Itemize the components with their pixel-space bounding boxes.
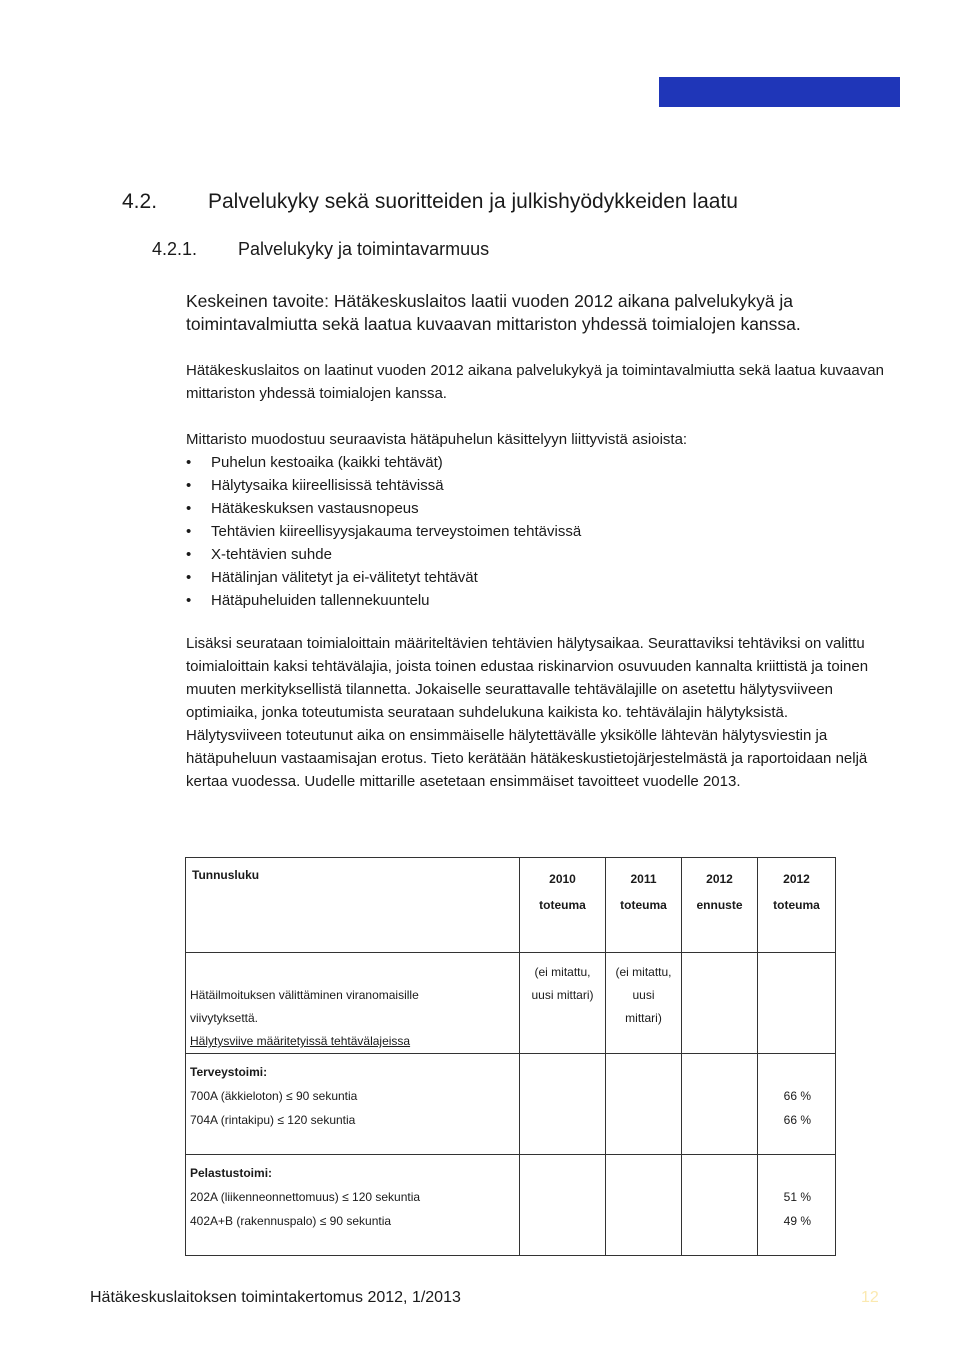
cell-2010: (ei mitattu, uusi mittari) xyxy=(520,953,606,1054)
table-header-row xyxy=(186,858,836,953)
subsection-title: Palvelukyky ja toimintavarmuus xyxy=(238,239,490,259)
list-item: • Puhelun kestoaika (kaikki tehtävät) xyxy=(186,451,581,474)
list-item: • Hätäpuheluiden tallennekuuntelu xyxy=(186,589,581,612)
page-number: 12 xyxy=(861,1289,879,1306)
cell-2011: (ei mitattu, uusi mittari) xyxy=(606,953,682,1054)
cell-2012-actual: 66 % 66 % xyxy=(758,1054,836,1155)
metrics-list xyxy=(186,451,581,612)
list-item: • X-tehtävien suhde xyxy=(186,543,581,566)
footer-text: Hätäkeskuslaitoksen toimintakertomus 2012, 1/2013 xyxy=(90,1289,461,1306)
list-item: • Tehtävien kiireellisyysjakauma terveystoimen tehtävissä xyxy=(186,520,581,543)
section-number: 4.2. xyxy=(122,190,158,213)
table-row xyxy=(186,1054,836,1155)
row-label: Hätäilmoituksen välittäminen viranomaisille viivytyksettä. Hälytysviive määritetyissä tehtävälajeissa xyxy=(186,953,520,1054)
subsection-heading xyxy=(152,239,489,260)
paragraph-1: Hätäkeskuslaitos on laatinut vuoden 2012 aikana palvelukykyä ja toimintavalmiutta sekä laatua kuvaavan mittariston yhdessä toimialojen kanssa. xyxy=(186,362,884,402)
header-2011: 2011 toteuma xyxy=(606,858,682,953)
paragraph-3: Lisäksi seurataan toimialoittain määriteltävien tehtävien hälytysaikaa. Seurattaviksi tehtäviksi on valittu toimialoittain kaksi tehtävälajia, joista toinen edustaa riskinarvion osuvuuden kannalta kriittistä ja toinen muuten merkityksellistä tilannetta. Jokaiselle seurattavalle tehtävälajille on asetettu hälytysviiveen optimiaika, jonka toteutumista seurataan suhdelukuna kaikista ko. tehtävälajin hälytyksistä. Hälytysviiveen toteutunut aika on ensimmäiselle hälytettävälle yksikölle lähtevän hälytysviestin ja hätäpuheluun vastaamisajan erotus. Tieto kerätään hätäkeskustietojärjestelmästä ja raportoidaan neljä kertaa vuodessa. Uudelle mittarille asetetaan ensimmäiset tavoitteet vuodelle 2013. xyxy=(186,635,869,790)
list-item: • Hälytysaika kiireellisissä tehtävissä xyxy=(186,474,581,497)
table-row xyxy=(186,1155,836,1256)
section-title: Palvelukyky sekä suoritteiden ja julkishyödykkeiden laatu xyxy=(208,190,738,213)
header-2012-actual: 2012 toteuma xyxy=(758,858,836,953)
header-2010: 2010 toteuma xyxy=(520,858,606,953)
header-color-bar xyxy=(659,77,900,107)
table-row xyxy=(186,953,836,1054)
header-label: Tunnusluku xyxy=(186,858,520,953)
row-label: Pelastustoimi: 202A (liikenneonnettomuus) ≤ 120 sekuntia 402A+B (rakennuspalo) ≤ 90 sekuntia xyxy=(186,1155,520,1256)
subsection-number: 4.2.1. xyxy=(152,239,198,259)
paragraph-2: Mittaristo muodostuu seuraavista hätäpuhelun käsittelyyn liittyvistä asioista: xyxy=(186,431,688,448)
list-item: • Hätälinjan välitetyt ja ei-välitetyt tehtävät xyxy=(186,566,581,589)
cell-2012-actual: 51 % 49 % xyxy=(758,1155,836,1256)
section-heading xyxy=(122,190,738,214)
header-2012-forecast: 2012 ennuste xyxy=(682,858,758,953)
cell-2012-forecast xyxy=(682,953,758,1054)
list-item: • Hätäkeskuksen vastausnopeus xyxy=(186,497,581,520)
row-label: Terveystoimi: 700A (äkkieloton) ≤ 90 sekuntia 704A (rintakipu) ≤ 120 sekuntia xyxy=(186,1054,520,1155)
goal-text: Keskeinen tavoite: Hätäkeskuslaitos laatii vuoden 2012 aikana palvelukykyä ja toimintavalmiutta sekä laatua kuvaavan mittariston yhdessä toimialojen kanssa. xyxy=(186,291,801,334)
cell-2012-actual xyxy=(758,953,836,1054)
kpi-table xyxy=(185,857,836,1256)
